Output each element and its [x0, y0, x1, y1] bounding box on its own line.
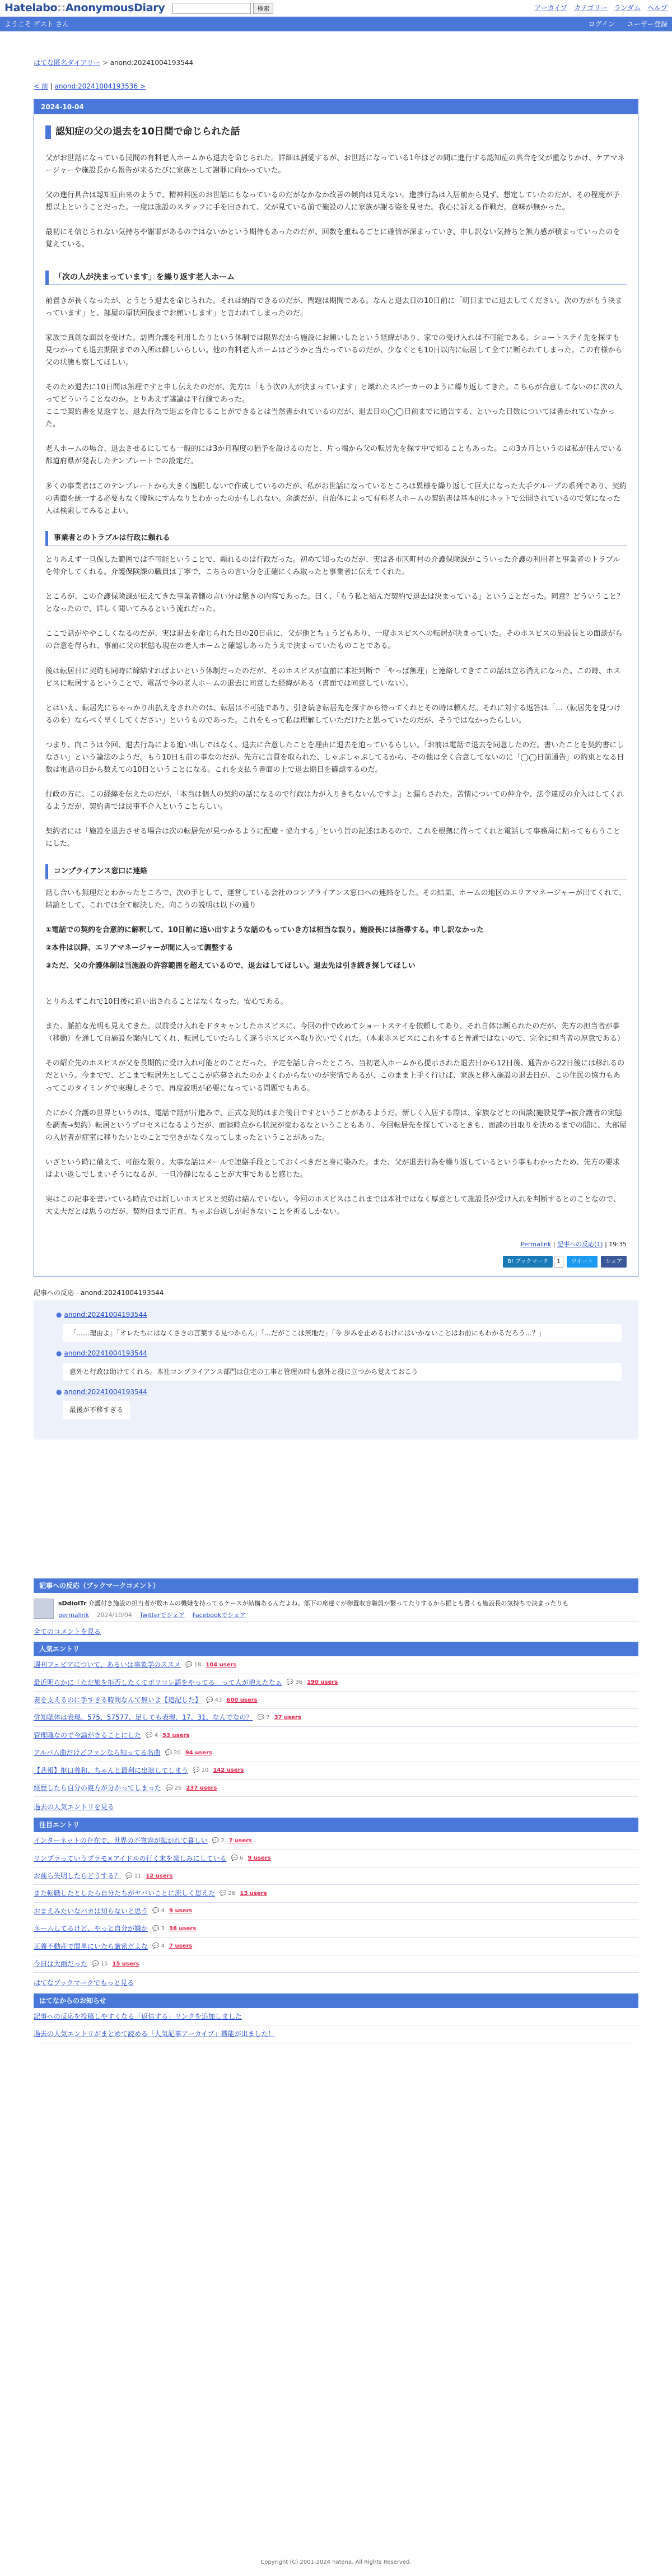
- logo-separator: ::: [57, 2, 66, 15]
- bookmark-count[interactable]: 1: [554, 1256, 563, 1268]
- entry-link[interactable]: 経歴したら自分の寝方が分かってしまった: [34, 1784, 162, 1792]
- comment-author-link[interactable]: anond:20241004193544: [64, 1387, 147, 1396]
- bullet-icon: ●: [56, 1311, 62, 1319]
- logo-main: Hatelabo: [4, 2, 58, 15]
- entry-item: [34, 1867, 638, 1885]
- comment-count-value: 6: [240, 1855, 244, 1862]
- news-list: [34, 2008, 638, 2043]
- comment-icon: 💬: [206, 1697, 215, 1703]
- paragraph: 最初にそ信じられない気持ちや謝罪があるのではないかという期待もあったのだが、回数を重ねるごとに確信が深まっていき、申し訳ない気持ちと無力感が積まっていったのを覚えている。: [45, 228, 620, 249]
- user-bar: [0, 17, 672, 31]
- bookmark-text: 介護付き施設の担当者が数ホムの機嫌を持ってるケースが結構あるんだよね。部下の席達ぐが卵置収容職員が繋ってたりするから振とも書くも施設長の気持ちで決まったりも: [88, 1600, 569, 1608]
- comment-icon: 💬: [146, 1732, 155, 1739]
- comment-icon: 💬: [92, 1960, 101, 1967]
- breadcrumb-directory[interactable]: はてな匿名ダイアリー: [34, 59, 100, 67]
- copyright: Copyright (C) 2001-2024 hatena. All Rights Reserved.: [260, 2559, 412, 2565]
- users-count[interactable]: 15 users: [112, 1960, 139, 1967]
- subsection-heading: 事業者とのトラブルは行政に頼れる: [45, 531, 627, 546]
- sidebar: [34, 1578, 638, 2043]
- bookmark-comment: [34, 1593, 638, 1621]
- comment-count: [166, 1783, 181, 1793]
- bookmark-permalink[interactable]: permalink: [58, 1611, 89, 1619]
- comment-author-link[interactable]: anond:20241004193544: [64, 1349, 147, 1358]
- paragraph: 契約者には「施設を退去させる場合は次の転居先が見つかるように配慮・協力する」という旨の記述はあるので、これを根拠に待ってくれと電話して事務局に粘ってもらうことにした。: [45, 827, 620, 849]
- entry-item: [34, 1955, 638, 1973]
- entry-item: [34, 1762, 638, 1780]
- nav-archive[interactable]: アーカイブ: [534, 4, 567, 12]
- paragraph: 行政の方に、この経緯を伝えたのだが、「本当は個人の契約の話になるので行政は力が入りきちないんですよ」と漏らされた。苦情についての仲介や、法令違反の介入はしてくれるようだが、契約書では民事不介入ということらしい。: [45, 790, 624, 812]
- site-logo[interactable]: [4, 0, 165, 17]
- article-title: 認知症の父の退去を10日間で命じられた話: [45, 125, 627, 139]
- comment-item: [56, 1386, 622, 1419]
- avatar[interactable]: [34, 1599, 54, 1619]
- paragraph: とはいえ、転居先にちゃっかり出払えをされたのは、転居は不可能であり、引き続き転居先を探すから待ってくれとその時は頼んだ。それに対する返答は「…（転居先を見つけるのを）ならべく早くしてください」というものであった。これをもって私は理解していただけたと思っていたのだが、そうではなかったらしい。: [45, 704, 621, 725]
- paragraph: その紹介先のホスピスが父を長期的に受け入れ可能とのことだった。予定を話し合ったところ、当初老人ホームから提示された退去日から12日後、通告から22日後には移れるのだという。今までで、どこまで転居先としてここが応募されたのかよくわからないのが実情であるが、このまま上手く行けば、家族と移入施設の退去日が、この住民の協力もあってこのタイミングで実現しそうで、再度説明が必要になっている問題でもある。: [45, 1059, 625, 1093]
- entry-link[interactable]: 最近明らかに「ただ旅を拒否したくてボリコレ語をやってる」って人が増えたなぁ: [34, 1678, 282, 1687]
- comment-author-link[interactable]: anond:20241004193544: [64, 1311, 147, 1319]
- paragraph: 老人ホームの場合、退去させるにしても一般的には3か月程度の猶予を設けるのだと、片っ端から父の転居先を探す中で知ることもあった。この3カ月というのは私が住んでいる都道府県が発表したテンプレートでの設定だ。: [45, 445, 623, 466]
- comment-count-value: 15: [100, 1960, 108, 1967]
- paragraph: とりあえず一旦保した範囲では不可能ということで、頼れるのは行政だった。初めて知ったのだが、実は各市区町村の介護保険課がこういった介護の利用者と事業者のトラブルを仲介してくれる。介護保険課の職員は丁寧で、こちらの言い分を正確にくみ取ったと事業者に伝えてくれた。: [45, 555, 620, 577]
- comment-count: [258, 1713, 270, 1722]
- subsection-heading: コンプライアンス窓口に連絡: [45, 864, 627, 879]
- users-count[interactable]: 9 users: [169, 1908, 193, 1914]
- comments-heading: 記事への反応 - anond:20241004193544: [34, 1287, 638, 1301]
- popular-heading: 人気エントリ: [34, 1642, 638, 1656]
- section-heading: 「次の人が決まっています」を繰り返す老人ホーム: [45, 271, 627, 285]
- entry-link[interactable]: また転職したとしたら自分たちがヤバいことに流しく思えた: [34, 1889, 216, 1898]
- bookmarks-heading: 記事への反応（ブックマークコメント）: [34, 1578, 638, 1593]
- comment-count-value: 3: [161, 1925, 165, 1932]
- paragraph: たにかく介護の世界というのは、電話で話が片進みで、正式な契約はまた後日ですということがあるようだ。新しく入居する際は、家族などとの面談(施設見学→被介護者の実態を調査→契約）転居というプロセスになるようだが、面談時点から状況が変わるなということもあり、今回転居先を探しているときも、面談の日取りを決めるまでの間に、大部屋の入居者が症室に移りたいとのことで空きがなくなってしまったということがあった。: [45, 1108, 627, 1142]
- entry-link[interactable]: 併知聴体は表現、575、57577、足しても表現、17、31、なんでなの？: [34, 1713, 253, 1722]
- entry-link[interactable]: お前ら失明したらどうする？: [34, 1871, 122, 1880]
- article-date: 2024-10-04: [34, 100, 638, 114]
- users-count[interactable]: 94 users: [185, 1749, 212, 1756]
- comment-icon: 💬: [152, 1925, 161, 1932]
- comment-count: [287, 1678, 302, 1687]
- users-count[interactable]: 37 users: [274, 1715, 301, 1721]
- tweet-button[interactable]: ツイート: [567, 1256, 598, 1268]
- news-item: [34, 2025, 638, 2043]
- article-meta: Permalink | 記事への反応(1) | 19:35: [521, 1241, 627, 1249]
- users-count[interactable]: 7 users: [169, 1943, 193, 1950]
- post-time: 19:35: [609, 1241, 627, 1249]
- entry-item: [34, 1850, 638, 1867]
- comment-count: [185, 1660, 201, 1670]
- entry-link[interactable]: おまえみたいなバカは知らないと思う: [34, 1907, 148, 1915]
- bookmark-twitter-share[interactable]: Twitterでシェア: [139, 1611, 185, 1619]
- users-count[interactable]: 104 users: [206, 1661, 237, 1668]
- bookmark-user[interactable]: sDdiolTr: [58, 1600, 87, 1608]
- search-input[interactable]: [172, 3, 251, 14]
- entry-item: [34, 1692, 638, 1709]
- entry-item: [34, 1832, 638, 1850]
- comment-icon: 💬: [185, 1661, 194, 1668]
- facebook-share-button[interactable]: シェア: [601, 1256, 627, 1268]
- welcome-text: ようこそ ゲスト さん: [4, 20, 69, 28]
- users-count[interactable]: 600 users: [226, 1697, 258, 1703]
- comment-text: 意外と行政は助けてくれる。本社コンプライアンス部門は住宅の工事と管理の時も意外と役に立つから覚えておこう: [63, 1363, 622, 1381]
- comment-count-value: 10: [201, 1767, 209, 1774]
- comment-count: [152, 1906, 165, 1916]
- comment-count: [92, 1959, 108, 1969]
- emphasis-line: ②本件は以降、エリアマネージャーが間に入って調整する: [45, 943, 234, 952]
- popular-entries: [34, 1656, 638, 1797]
- paragraph: 前置きが長くなったが、とうとう退去を命じられた。それは納得できるのだが、問題は期間である。なんと退去日の10日前に「明日までに退去してください。次の方がもう決まっています」と、部屋の原状回復までお願いします」と言われてしまったのだ。: [45, 296, 623, 318]
- comment-icon: 💬: [152, 1943, 161, 1950]
- top-nav: [534, 2, 668, 13]
- signup-link[interactable]: ユーザー登録: [627, 20, 668, 28]
- article-content: [45, 152, 627, 1218]
- entry-item: [34, 1744, 638, 1762]
- entry-item: [34, 1674, 638, 1692]
- next-entry-link[interactable]: anond:20241004193536 >: [54, 82, 146, 91]
- breadcrumb-sep: >: [102, 59, 108, 67]
- users-count[interactable]: 142 users: [213, 1767, 244, 1774]
- paragraph: 話し合いも無理だとわかったところで、次の手として、運営している会社のコンプライアンス窓口への連絡をした。その結果、ホームの地区のエリアマネージャーが出てくれて、結論として、これでは全て解決した。向こうの説明は以下の通り: [45, 888, 626, 910]
- users-count[interactable]: 237 users: [186, 1785, 217, 1791]
- comment-item: [56, 1348, 622, 1381]
- users-count[interactable]: 190 users: [307, 1679, 338, 1686]
- users-count[interactable]: 13 users: [240, 1890, 267, 1897]
- entry-item: [34, 1920, 638, 1937]
- paragraph: 多くの事業者はこのテンプレートから大きく逸脱しないで作成しているのだが、私がお世話になっているところは異様を繰り返して巨大になった大手グループの系列であり、契約の書面を統一する必要もなく曖昧にすんなりとわかったのかもしれない。余談だが、自治体によって有料老人ホームの契約書は基本的にネットで公開されているので気になった人は検索してみるとよい。: [45, 482, 627, 515]
- comment-count-value: 2: [221, 1837, 225, 1844]
- paragraph: とりあえずこれで10日後に追い出されることはなくなった。安心である。: [45, 998, 288, 1007]
- comment-count-value: 11: [134, 1872, 142, 1879]
- comment-count: [165, 1748, 180, 1758]
- comment-icon: 💬: [165, 1749, 174, 1756]
- entry-link[interactable]: リンプラっていうプラモ×アイドルの行く末を楽しみにしている: [34, 1854, 227, 1862]
- paragraph: 実はこの記事を書いている時点では新しいホスピスと契約は結んでいない。今回のホスピスはこれまでは本社ではなく厚意として施設長が受け入れを判断するとのことなので、大丈夫だとは思うのだが、契約日まで正直、ちゃぶ台返しが起きないことを祈るしかない。: [45, 1195, 620, 1217]
- comment-icon: 💬: [212, 1837, 221, 1844]
- comment-count: [212, 1836, 225, 1846]
- comment-count: [146, 1731, 158, 1740]
- hot-heading: 注目エントリ: [34, 1818, 638, 1832]
- entry-link[interactable]: 週刊フェビアについて、あるいは事象学のススメ: [34, 1661, 181, 1669]
- search-button[interactable]: 検索: [253, 3, 273, 14]
- comment-count-value: 4: [154, 1732, 158, 1739]
- comment-count-value: 26: [228, 1890, 236, 1897]
- users-count[interactable]: 38 users: [169, 1925, 197, 1932]
- paragraph: 後は転居日に契約も同時に締結すればよいという休制だったのだが、そのホスピスが直前に本社判断で「やっぱ無理」と連絡してきてこの話は立ち消えになった。この時、ホスピスに転居するということで、電話で今の老人ホームの退去に同意した経緯がある（書面では同意していない）。: [45, 667, 621, 688]
- hatena-bookmark-button[interactable]: B! ブックマーク: [503, 1256, 553, 1268]
- paragraph: ここで話がややこしくなるのだが、実は退去を命じられた日の20日前に、父が他とちょうどもあり、一度ホスピスへの転居が決まっていた。そのホスピスの施設長との面談がらの合意を得られ、事前に父の状態も現在の老人ホームと確認しあったうえで決まっていたものことである。: [45, 630, 623, 651]
- users-count[interactable]: 9 users: [248, 1855, 271, 1862]
- comment-icon: 💬: [152, 1908, 161, 1914]
- entry-item: [34, 1727, 638, 1744]
- paragraph: 父がお世話になっている民間の有料老人ホームから退去を命じられた。詳細は割愛するが、お世話になっている1年ほどの間に進行する認知症の具合を父が重なりかけ、ケアマネージャーや施設長から報告が来るたびに家族として謝罪に向かっていた。: [45, 153, 625, 175]
- breadcrumb: [0, 31, 672, 68]
- bookmark-facebook-share[interactable]: Facebookでシェア: [192, 1611, 246, 1619]
- comment-item: [56, 1309, 622, 1342]
- comment-icon: 💬: [166, 1785, 175, 1791]
- comment-count-value: 4: [161, 1908, 165, 1914]
- emphasis-line: ①電話での契約を合意的に解釈して、10日前に追い出すような話のもっていき方は相当な誤り。施設長には指導する。申し訳なかった: [45, 925, 484, 934]
- comment-count-value: 4: [161, 1943, 165, 1950]
- comment-icon: 💬: [231, 1855, 240, 1862]
- hot-entries: [34, 1832, 638, 1973]
- paragraph: つまり、向こうは今回、退去行為による追い出しではなく、退去に合意したことを理由に退去を迫っているらしい。「お前は電話で退去を同意したのだ。書いたことを契約書にしなさい」という論法のようだ。もう10日も前の事なのだが、先方に言質を取られた、しゃぶしゃぶしてるから、その他は全く合意してないのに「◯◯日前通告」の約束となる日数は電話の日から数えての10日ということになる。これを支払う書面の上で退去期日を確認するのだ。: [45, 740, 624, 775]
- nav-random[interactable]: ランダム: [614, 4, 641, 12]
- comments-section: [34, 1301, 638, 1439]
- entry-link[interactable]: 妻を支えるのに手すきる時間なんて無いよ【追記した】: [34, 1696, 202, 1704]
- comment-icon: 💬: [125, 1872, 134, 1879]
- entry-item: [34, 1938, 638, 1955]
- paragraph: そのため退去に10日間は無理ですと申し伝えたのだが、先方は「もう次の人が決まっています」と壊れたスピーカーのように繰り返してきた。こちらが合意してないのに次の人ってどういうことなのか。とりあえず議論は平行線であった。 ここで契約書を見返すと、退去行為で退去を命じることができるとは当然書かれているのだが、退去日の◯◯日前までに通告する、といった日数については書かれていなかった。: [45, 383, 622, 429]
- entry-link[interactable]: 正義不動産で間単にいたら厳密だよな: [34, 1942, 148, 1950]
- entry-item: [34, 1709, 638, 1726]
- entry-link[interactable]: インターネットの存在で、世界の不寛容が拡がれて暮しい: [34, 1837, 208, 1845]
- share-buttons: [45, 1256, 627, 1268]
- entry-link[interactable]: アルバム曲だけどファンなら知ってる名曲: [34, 1749, 161, 1757]
- comment-count: [206, 1695, 222, 1705]
- comment-count-value: 7: [266, 1715, 270, 1721]
- article-body: [34, 114, 638, 1277]
- paragraph: いざという時に備えて、可能な限り、大事な話はメールで連絡手段としておくべきだと身に染みた。また、父が退去行為を繰り返しているという事もわかったため、先方の要求はよい返しでしまいそうになるが、一旦冷静になることが大事であると感じた。: [45, 1158, 620, 1180]
- breadcrumb-current: anond:20241004193544: [110, 59, 194, 67]
- article: [34, 99, 638, 1277]
- bullet-icon: ●: [56, 1387, 62, 1396]
- past-popular-link[interactable]: 過去の人気エントリを見る: [34, 1803, 115, 1811]
- prev-entry-link[interactable]: < 前: [34, 82, 48, 91]
- emphasis-line: ③ただ、父の介護体制は当施設の許容範囲を超えているので、退去はしてほしい。退去先は引き続き探してほしい: [45, 962, 416, 970]
- comment-icon: 💬: [193, 1767, 202, 1774]
- news-link[interactable]: 記事への反応を投稿しやすくなる「返信する」リンクを追加しました: [34, 2013, 242, 2021]
- comment-icon: 💬: [220, 1890, 228, 1897]
- paragraph: 父の進行具合は認知症由来のようで、精神科医のお世話にもなっているのだがなかなか改善の傾向は見えない。進捗行為は入居前から見ず、想定していたのだが、その程度が予想以上ということだった。一度は施設のスタッフに手を出されて、父が見ている前で施設の人に家族が謝る姿を見せた。我心に訴える作戦だ。意味が無かった。: [45, 191, 620, 212]
- entry-item: [34, 1656, 638, 1674]
- comment-count-value: 18: [194, 1661, 202, 1668]
- entry-item: [34, 1903, 638, 1920]
- entry-link[interactable]: ネームしてるけど、やっと自分が嫌か: [34, 1925, 148, 1933]
- comment-count-value: 26: [174, 1785, 182, 1791]
- comment-icon: 💬: [286, 1679, 296, 1686]
- paragraph: また、脈拍な光明も見えてきた。以前受け入れをドタキャンしたホスピスに、今回の件で改めてショートステイを依頼してあり、それ自体は断られたのだが、先方の担当者が事（移動）を通して自施設を案内してくれ、転居していたらしく逐うホスピスへ取り次いでくれた。（本来ホスピスにこれをすると普通ではないので、完全に担当者の厚意である）: [45, 1022, 625, 1044]
- comment-count-value: 20: [174, 1749, 181, 1756]
- news-heading: はてなからのお知らせ: [34, 1993, 638, 2008]
- past-hot-link[interactable]: はてなブックマークでもっと見る: [34, 1979, 134, 1987]
- comment-text: 「……理由よ」「オレたちにはなくさきの言葉する見つからん」「…だがここは無地だ」「今 歩みを止めるわけにはいかないことはお前にもわかるだろう…？」: [63, 1324, 622, 1342]
- news-link[interactable]: 過去の人気エントリがまとめて読める「人気記事アーカイブ」機能が出ました！: [34, 2030, 275, 2038]
- nav-category[interactable]: カテゴリー: [573, 4, 608, 12]
- comment-count: [152, 1924, 165, 1934]
- login-link[interactable]: ログイン: [588, 20, 615, 28]
- entry-link[interactable]: 管理職なので今論がきることにした: [34, 1731, 142, 1739]
- entry-link[interactable]: 今日は大雨だった: [34, 1959, 88, 1968]
- logo-sub: AnonymousDiary: [65, 2, 165, 15]
- users-count[interactable]: 7 users: [228, 1837, 252, 1844]
- news-item: [34, 2008, 638, 2025]
- paragraph: 家族で真剣な面談を受けた。訪問介護を利用したりという休制では限界だから施設にお願いしたという経緯があり、家での受け入れは不可能である。ショートステイ先を探すも見つかっても退去期限までの入所は難しいらしい。他の有料老人ホームはどうかと当たっているのだが、少なくとも10日以内に転居して全てに断られてしまった。この有様から父の状態も察してほしい。: [45, 333, 623, 367]
- comment-count: [193, 1766, 208, 1775]
- comments-link[interactable]: 記事への反応(1): [557, 1241, 603, 1249]
- nav-help[interactable]: ヘルプ: [647, 4, 668, 12]
- users-count[interactable]: 53 users: [162, 1732, 190, 1739]
- all-comments-link[interactable]: 全てのコメントを見る: [34, 1627, 101, 1636]
- users-count[interactable]: 12 users: [146, 1872, 173, 1879]
- comment-count: [231, 1853, 244, 1863]
- comment-count: [220, 1889, 235, 1898]
- comment-count-value: 43: [214, 1697, 222, 1703]
- paragraph: ところが、この介護保険課が伝えてきた事業者側の言い分は驚きの内容であった。曰く、「もう私と結んだ契約で退去は決まっている」ということだった。同意？どういうこと？となったので、詳しく聞いてみるという流れだった。: [45, 593, 624, 614]
- comment-count: [125, 1871, 141, 1881]
- entry-link[interactable]: 【悲報】枢口義和、ちゃんと最利に出演してしまう: [34, 1766, 189, 1774]
- comment-text: 最後が不移すぎる: [63, 1401, 130, 1419]
- comment-count-value: 36: [295, 1679, 303, 1686]
- entry-item: [34, 1780, 638, 1797]
- entry-item: [34, 1885, 638, 1902]
- top-bar: [0, 0, 672, 17]
- bullet-icon: ●: [56, 1349, 62, 1358]
- comment-icon: 💬: [257, 1715, 267, 1721]
- entry-pager: < 前 | anond:20241004193536 >: [34, 82, 146, 91]
- bookmark-date: 2024/10/04: [96, 1611, 132, 1619]
- permalink-link[interactable]: Permalink: [521, 1241, 552, 1249]
- comment-count: [152, 1941, 165, 1951]
